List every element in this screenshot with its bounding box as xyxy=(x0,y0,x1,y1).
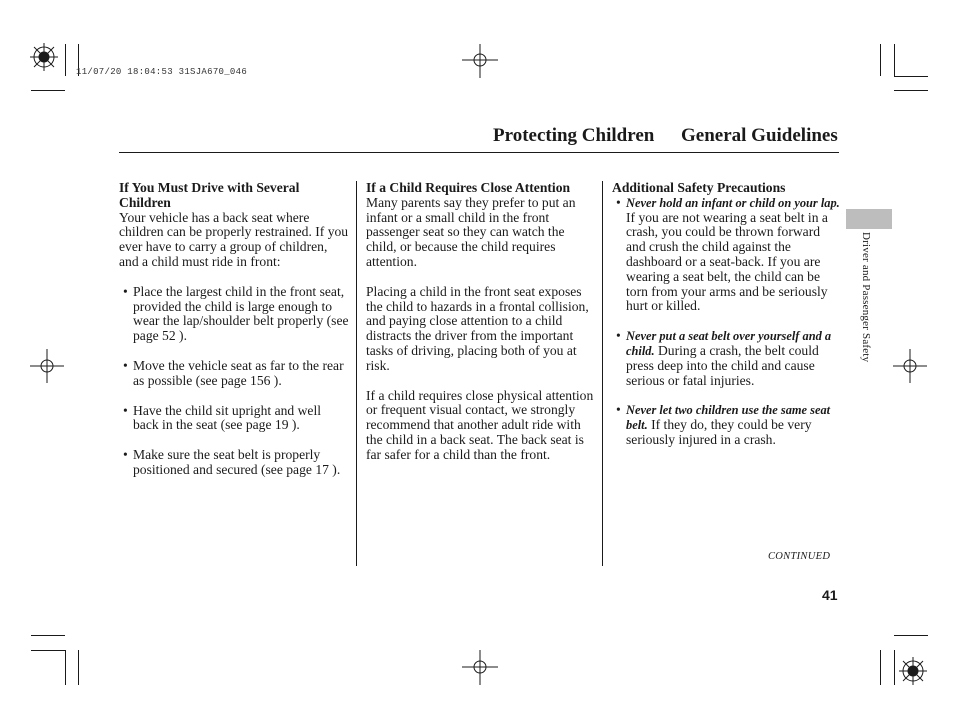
print-meta-line: 11/07/20 18:04:53 31SJA670_046 xyxy=(76,67,248,77)
list-item: • Never let two children use the same seat belt. If they do, they could be very seriously injured in a crash. xyxy=(616,402,831,447)
sunburst-mark-top-left xyxy=(30,43,58,71)
list-item: • Never put a seat belt over yourself and a child. During a crash, the belt could press deep into the child and cause serious or fatal injuries. xyxy=(616,328,832,388)
list-item: • Have the child sit upright and well back in the seat (see page 19 ). xyxy=(123,402,322,433)
section-heading: If You Must Drive with Several Children xyxy=(119,180,300,210)
column-divider-1 xyxy=(356,181,357,566)
column-safety-precautions xyxy=(612,181,840,448)
crosshair-left xyxy=(30,349,64,383)
list-item: • Never hold an infant or child on your lap. If you are not wearing a seat belt in a crash, you could be thrown forward and crush the child against the dashboard or a seat-back. If you are wearing a seat belt, the child can be torn from your arms and be seriously hurt or killed. xyxy=(616,194,840,314)
side-section-label: Driver and Passenger Safety xyxy=(860,232,872,363)
header-rule xyxy=(119,152,839,153)
column-several-children xyxy=(119,181,349,478)
crosshair-top xyxy=(462,44,498,78)
column-divider-2 xyxy=(602,181,603,566)
page-number: 41 xyxy=(822,587,838,603)
crosshair-bottom xyxy=(462,650,498,685)
sunburst-mark-bottom-right xyxy=(899,657,927,685)
intro-paragraph: Your vehicle has a back seat where children can be properly restrained. If you ever have to carry a group of children, and a child must ride in front: xyxy=(119,209,349,269)
list-item: • Make sure the seat belt is properly positioned and secured (see page 17 ). xyxy=(123,447,341,477)
section-tab xyxy=(846,209,892,229)
paragraph: If a child requires close physical attention or frequent visual contact, we strongly recommend that another adult ride with the child in a back seat. The back seat is far safer for a child than the front. xyxy=(366,387,594,462)
header-section-title: Protecting Children xyxy=(493,125,655,146)
list-item: • Place the largest child in the front seat, provided the child is large enough to wear the lap/shoulder belt properly (see page 52 ). xyxy=(123,283,349,344)
paragraph: Placing a child in the front seat exposes the child to hazards in a frontal collision, and paying close attention to a child distracts the driver from the important tasks of driving, placing both of you at risk. xyxy=(366,283,589,373)
section-heading: Additional Safety Precautions xyxy=(612,180,786,195)
continued-label: CONTINUED xyxy=(768,551,831,562)
section-heading: If a Child Requires Close Attention xyxy=(366,180,571,195)
column-close-attention xyxy=(366,181,594,463)
paragraph: Many parents say they prefer to put an infant or a small child in the front passenger seat so they can watch the child, or because the child requires attention. xyxy=(366,194,576,269)
crosshair-right xyxy=(893,349,927,383)
list-item: • Move the vehicle seat as far to the rear as possible (see page 156 ). xyxy=(123,357,344,388)
header-page-title: General Guidelines xyxy=(681,125,838,146)
